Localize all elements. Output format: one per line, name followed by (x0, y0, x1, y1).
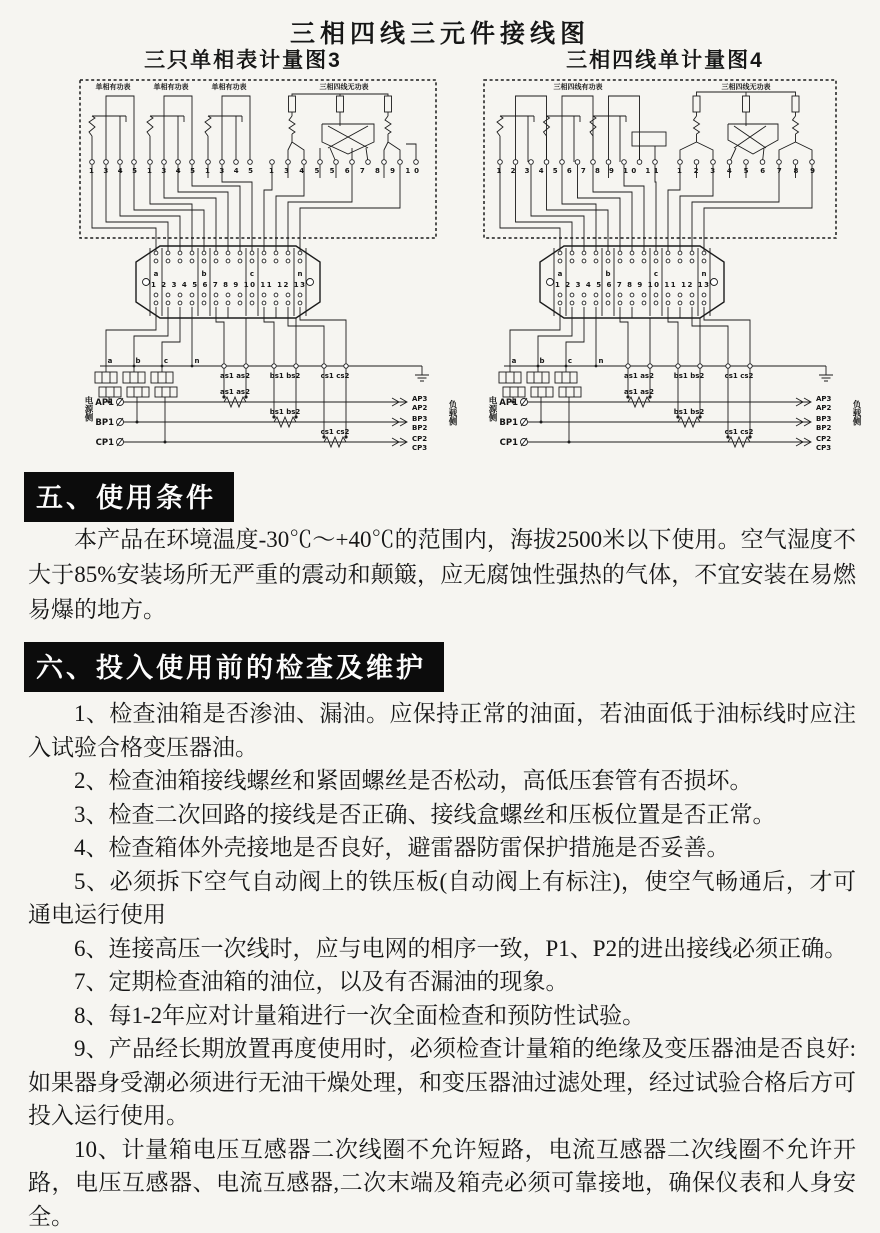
load-terminal-label: BP3 (816, 415, 831, 423)
terminal-numbers: 1 3 4 5 (147, 167, 195, 175)
dashed-border (80, 80, 436, 238)
list-item: 8、每1-2年应对计量箱进行一次全面检查和预防性试验。 (28, 999, 856, 1033)
list-item: 10、计量箱电压互感器二次线圈不允许短路，电流互感器二次线圈不允许开路，电压互感器、电流互感器,二次末端及箱壳必须可靠接地，确保仪表和人身安全。 (28, 1133, 856, 1233)
terminal-numbers: 1 3 4 5 (89, 167, 137, 175)
diagram-right-title: 三相四线单计量图4 (500, 44, 830, 74)
block-phase-letter: c (654, 270, 658, 278)
wiring (92, 165, 400, 253)
meter-label: 三相四线无功表 (722, 82, 771, 91)
ct-label: as1 as2 (220, 372, 250, 380)
ct-label: cs1 cs2 (321, 428, 350, 436)
source-terminal-label: BP1 (499, 418, 518, 428)
load-terminal-label: BP2 (412, 424, 427, 432)
source-terminal-label: CP1 (96, 438, 114, 448)
terminal-numbers: 1 3 4 5 (205, 167, 253, 175)
meter-label: 单相有功表 (154, 82, 189, 91)
bus-letter: a (512, 357, 517, 365)
dashed-border (484, 80, 836, 238)
meter-symbol-reactive (680, 92, 812, 162)
ct-label: bs1 bs2 (270, 408, 301, 416)
block-phase-letter: c (250, 270, 254, 278)
bus-letter: c (164, 357, 168, 365)
ct-label: cs1 cs2 (321, 372, 350, 380)
load-terminal-label: AP3 (412, 395, 428, 403)
block-phase-letter: a (558, 270, 563, 278)
bus-letter: c (568, 357, 572, 365)
ground-icon (415, 366, 429, 381)
load-terminal-label: CP2 (412, 435, 427, 443)
ct-label: as1 as2 (624, 388, 654, 396)
wiring-diagram-three-single-phase-meters (76, 70, 468, 470)
page-title: 三相四线三元件接线图 (0, 14, 880, 50)
block-numbers: 1 2 3 4 5 6 7 8 9 10 11 12 13 (555, 281, 709, 289)
source-side-label: 电源侧 (487, 395, 498, 422)
list-item: 2、检查油箱接线螺丝和紧固螺丝是否松动，高低压套管有否损坏。 (28, 764, 856, 798)
load-terminal-label: BP2 (816, 424, 831, 432)
paragraph: 本产品在环境温度-30℃～+40℃的范围内，海拔2500米以下使用。空气湿度不大于85%安装场所无严重的震动和颠簸，应无腐蚀性强热的气体，不宜安装在易燃易爆的地方。 (28, 522, 856, 627)
load-terminal-label: BP3 (412, 415, 427, 423)
meter-symbol-single-phase (89, 96, 250, 162)
section5-heading: 五、使用条件 (24, 472, 234, 522)
section5-paragraph (28, 522, 856, 627)
meter-symbol-reactive (288, 94, 416, 162)
ct-label: as1 as2 (624, 372, 654, 380)
bus-letter: b (539, 357, 544, 365)
ct-label: cs1 cs2 (725, 428, 754, 436)
block-phase-letter: b (201, 270, 206, 278)
meter-symbol-active (497, 96, 666, 162)
load-terminal-label: CP3 (412, 444, 427, 452)
source-terminal-label: BP1 (95, 418, 114, 428)
meter-label: 单相有功表 (212, 82, 247, 91)
ground-icon (819, 366, 833, 381)
source-side-label: 电源侧 (83, 395, 94, 422)
list-item: 7、定期检查油箱的油位，以及有否漏油的现象。 (28, 965, 856, 999)
block-phase-letter: a (154, 270, 159, 278)
meter-terminals (90, 160, 419, 165)
block-phase-letter: b (605, 270, 610, 278)
block-numbers: 1 2 3 4 5 6 7 8 9 10 11 12 13 (151, 281, 305, 289)
source-terminal-label: AP1 (499, 398, 518, 408)
load-terminal-label: AP3 (816, 395, 832, 403)
ct-label: bs1 bs2 (270, 372, 301, 380)
diagram-left-title: 三只单相表计量图3 (78, 44, 408, 74)
block-phase-letter: n (702, 270, 707, 278)
ct-label: as1 as2 (220, 388, 250, 396)
source-terminal-label: CP1 (500, 438, 518, 448)
list-item: 1、检查油箱是否渗油、漏油。应保持正常的油面，若油面低于油标线时应注入试验合格变压器油。 (28, 697, 856, 764)
load-terminal-label: AP2 (412, 404, 428, 412)
meter-label: 三相四线无功表 (320, 82, 369, 91)
list-item: 9、产品经长期放置再度使用时，必须检查计量箱的绝缘及变压器油是否良好:如果器身受潮必须进行无油干燥处理，和变压器油过滤处理，经过试验合格后方可投入运行使用。 (28, 1032, 856, 1133)
bus-letter: n (195, 357, 200, 365)
meter-label: 三相四线有功表 (554, 82, 603, 91)
terminal-numbers: 1 2 3 4 5 6 7 8 9 10 11 (497, 167, 659, 175)
load-side-label: 负载侧 (447, 399, 458, 426)
secondary-wiring (95, 307, 429, 447)
list-item: 4、检查箱体外壳接地是否良好，避雷器防雷保护措施是否妥善。 (28, 831, 856, 865)
list-item: 6、连接高压一次线时，应与电网的相序一致，P1、P2的进出接线必须正确。 (28, 932, 856, 966)
load-terminal-label: AP2 (816, 404, 832, 412)
ct-label: bs1 bs2 (674, 372, 705, 380)
ct-label: bs1 bs2 (674, 408, 705, 416)
bus-letter: a (108, 357, 113, 365)
load-side-label: 负载侧 (851, 399, 862, 426)
bus-letter: n (599, 357, 604, 365)
section6-heading: 六、投入使用前的检查及维护 (24, 642, 444, 692)
load-terminal-label: CP2 (816, 435, 831, 443)
section6-checklist (28, 697, 856, 1233)
secondary-wiring (499, 307, 833, 447)
meter-label: 单相有功表 (96, 82, 131, 91)
terminal-numbers: 1 3 4 5 5 6 7 8 9 10 (269, 167, 419, 175)
load-terminal-label: CP3 (816, 444, 831, 452)
terminal-numbers: 1 2 3 4 5 6 7 8 9 (677, 167, 815, 175)
meter-terminals (498, 160, 815, 165)
list-item: 5、必须拆下空气自动阀上的铁压板(自动阀上有标注)，使空气畅通后，才可通电运行使用 (28, 865, 856, 932)
wiring-diagram-three-phase-single-meter (480, 70, 872, 470)
bus-letter: b (135, 357, 140, 365)
wiring (500, 165, 812, 253)
source-terminal-label: AP1 (95, 398, 114, 408)
ct-label: cs1 cs2 (725, 372, 754, 380)
block-phase-letter: n (298, 270, 303, 278)
list-item: 3、检查二次回路的接线是否正确、接线盒螺丝和压板位置是否正常。 (28, 798, 856, 832)
